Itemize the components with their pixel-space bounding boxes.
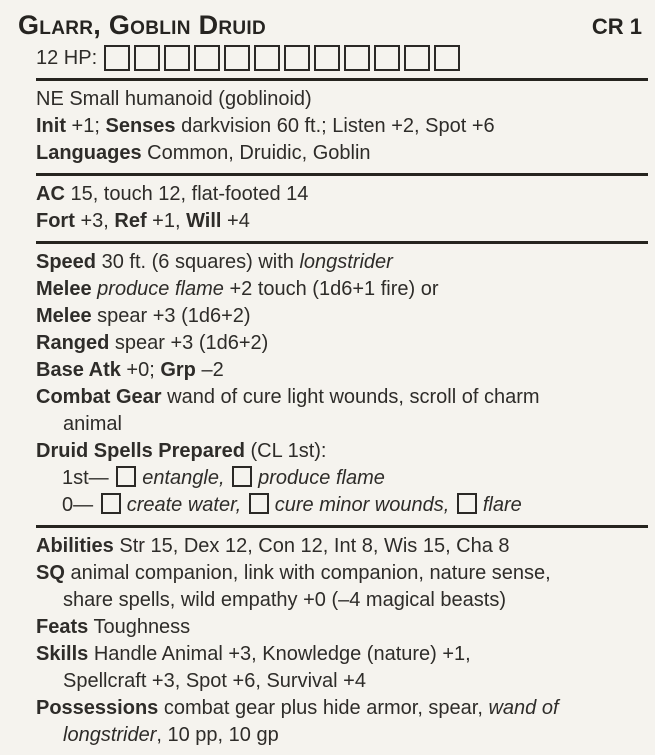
stat-line [36,181,648,208]
text-segment: create water, [126,494,242,516]
stat-line [36,668,648,695]
stat-line [36,357,648,384]
challenge-rating: CR 1 [591,14,642,39]
text-segment [225,467,231,489]
text-segment: Toughness [88,616,191,638]
text-segment: animal [63,413,122,435]
hp-checkbox [164,45,190,71]
stat-line [36,140,648,167]
text-segment: –2 [195,359,224,381]
section-divider [36,241,648,244]
text-segment: combat gear plus hide armor, spear, [158,697,489,719]
section-divider [36,525,648,528]
text-segment: Feats [36,616,89,638]
text-segment [241,494,247,516]
text-segment: share spells, wild empathy +0 (–4 magical beasts) [63,589,506,611]
section-defense [36,180,648,237]
spell-slot-checkbox [457,493,477,514]
text-segment: +0; [120,359,161,381]
hp-checkbox [284,45,310,71]
hp-track [36,42,648,74]
stat-line [36,86,648,113]
text-segment: Fort [36,210,75,232]
hp-checkbox [404,45,430,71]
text-segment: Spellcraft +3, Spot +6, Survival +4 [63,670,366,692]
text-segment: Melee [36,278,92,300]
text-segment: cure minor wounds, [274,494,450,516]
text-segment: Handle Animal +3, Knowledge (nature) +1, [88,643,471,665]
spell-slot-checkbox [116,466,136,487]
stat-line [36,330,648,357]
hp-checkbox [434,45,460,71]
stat-line [36,303,648,330]
text-segment: , 10 pp, 10 gp [156,724,279,746]
stat-line [36,587,648,614]
text-segment: spear +3 (1d6+2) [109,332,269,354]
hp-checkbox [344,45,370,71]
stat-line [36,641,648,668]
stat-line [36,533,648,560]
section-statistics [36,532,648,751]
stat-line [36,438,648,465]
text-segment: produce flame [97,278,224,300]
stat-block-title: Glarr, Goblin Druid [18,10,267,40]
stat-line [36,276,648,303]
stat-line [36,614,648,641]
text-segment: Skills [36,643,89,665]
hp-checkbox [194,45,220,71]
section-divider [36,173,648,176]
hp-checkbox [254,45,280,71]
spell-slot-checkbox [249,493,269,514]
text-segment: longstrider [63,724,157,746]
hp-checkbox [134,45,160,71]
section-offense [36,248,648,521]
text-segment: flare [482,494,522,516]
text-segment: Druid Spells Prepared [36,440,245,462]
text-segment: Melee [36,305,92,327]
stat-line [36,722,648,749]
sections [36,78,648,751]
spell-slot-checkbox [101,493,121,514]
stat-line [36,113,648,140]
section-divider [36,78,648,81]
stat-line [36,695,648,722]
text-segment: Speed [36,251,97,273]
text-segment: spear +3 (1d6+2) [91,305,251,327]
text-segment: wand of [488,697,559,719]
stat-line [36,384,648,411]
text-segment: produce flame [258,467,385,489]
text-segment: Init [36,115,66,137]
section-overview [36,85,648,169]
text-segment: (CL 1st): [244,440,327,462]
text-segment: SQ [36,562,65,584]
text-segment: 15, touch 12, flat-footed 14 [64,183,309,205]
text-segment: NE Small humanoid (goblinoid) [36,88,312,110]
text-segment: Senses [105,115,176,137]
hp-checkbox [374,45,400,71]
hp-checkbox [104,45,130,71]
text-segment: longstrider [299,251,393,273]
text-segment: Abilities [36,535,114,557]
text-segment: darkvision 60 ft.; Listen +2, Spot +6 [175,115,495,137]
stat-line [36,208,648,235]
stat-line [36,465,648,492]
text-segment: wand of cure light wounds, scroll of charm [161,386,540,408]
hp-label: 12 HP: [36,46,98,69]
stat-line [36,492,648,519]
hp-checkbox [314,45,340,71]
text-segment: Ranged [36,332,110,354]
stat-block-header [18,10,648,40]
text-segment: AC [36,183,65,205]
text-segment: Base Atk [36,359,121,381]
stat-line [36,411,648,438]
text-segment: Grp [160,359,196,381]
text-segment: +1, [146,210,187,232]
text-segment: +2 touch (1d6+1 fire) or [223,278,439,300]
text-segment: +4 [221,210,250,232]
text-segment: +3, [74,210,115,232]
text-segment: +1; [66,115,106,137]
text-segment: Str 15, Dex 12, Con 12, Int 8, Wis 15, Cha 8 [113,535,510,557]
text-segment: Languages [36,142,142,164]
stat-line [36,560,648,587]
hp-checkboxes [104,45,464,71]
text-segment: 1st— [62,467,115,489]
text-segment: 30 ft. (6 squares) with [96,251,300,273]
text-segment: Combat Gear [36,386,162,408]
text-segment: entangle, [142,467,225,489]
text-segment: animal companion, link with companion, nature sense, [64,562,551,584]
spell-slot-checkbox [232,466,252,487]
text-segment: Possessions [36,697,159,719]
text-segment [449,494,455,516]
stat-line [36,249,648,276]
text-segment: 0— [62,494,99,516]
text-segment: Will [186,210,222,232]
text-segment: Common, Druidic, Goblin [141,142,371,164]
hp-checkbox [224,45,250,71]
text-segment: Ref [114,210,147,232]
